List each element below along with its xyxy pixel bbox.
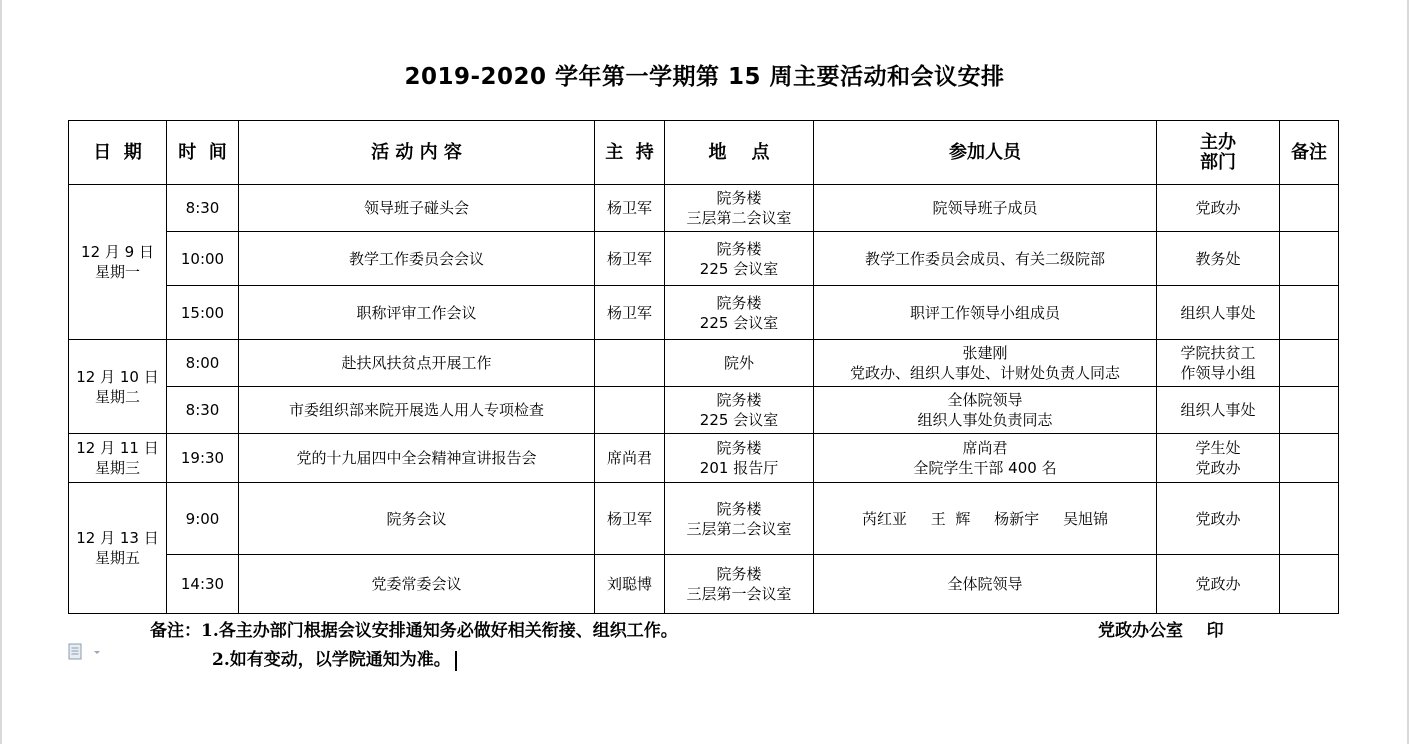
- attendees-line: 席尚君: [962, 439, 1008, 457]
- attendees-cell[interactable]: [814, 232, 1157, 286]
- attendees-line: 芮红亚 王 辉 杨新宇 吴旭锦: [861, 509, 1109, 528]
- dept-line: 学生处: [1195, 439, 1241, 457]
- weekday-label: 星期一: [94, 263, 140, 281]
- dept-line: 党政办: [1195, 199, 1241, 217]
- date-label: 12 月 13 日: [76, 529, 159, 547]
- page-edge-left: [0, 0, 2, 744]
- document-title[interactable]: 2019-2020 学年第一学期第 15 周主要活动和会议安排: [404, 64, 1005, 90]
- dept-line: 作领导小组: [1180, 364, 1256, 382]
- table-row: [69, 434, 1339, 483]
- header-dept[interactable]: [1157, 121, 1280, 185]
- location-line: 三层第二会议室: [686, 519, 792, 538]
- remarks-cell[interactable]: [1280, 340, 1339, 387]
- date-label: 12 月 11 日: [76, 439, 159, 457]
- signature-text[interactable]: 党政办公室 印: [1098, 621, 1224, 641]
- location-line: 三层第一会议室: [686, 585, 792, 603]
- header-location[interactable]: 地 点: [665, 121, 814, 185]
- remarks-cell[interactable]: [1280, 185, 1339, 232]
- remarks-cell[interactable]: [1280, 286, 1339, 340]
- attendees-line: 组织人事处负责同志: [917, 411, 1053, 429]
- dept-cell[interactable]: [1157, 483, 1280, 555]
- header-time[interactable]: 时 间: [167, 121, 239, 185]
- time-cell[interactable]: 15:00: [167, 286, 239, 340]
- content-cell[interactable]: 赴扶风扶贫点开展工作: [239, 340, 595, 387]
- time-cell[interactable]: 8:00: [167, 340, 239, 387]
- table-row: [69, 286, 1339, 340]
- table-row: [69, 483, 1339, 555]
- note-line-1: 备注：1.各主办部门根据会议安排通知务必做好相关衔接、组织工作。: [150, 621, 678, 641]
- clipboard-paste-icon[interactable]: [68, 643, 102, 661]
- attendees-line: 职评工作领导小组成员: [909, 303, 1060, 322]
- attendees-line: 院领导班子成员: [932, 199, 1038, 217]
- date-label: 12 月 9 日: [81, 243, 154, 261]
- host-cell[interactable]: 杨卫军: [595, 232, 665, 286]
- attendees-cell[interactable]: [814, 286, 1157, 340]
- date-cell[interactable]: [69, 340, 167, 434]
- remarks-cell[interactable]: [1280, 387, 1339, 434]
- dept-cell[interactable]: [1157, 340, 1280, 387]
- attendees-line: 全体院领导: [947, 575, 1023, 593]
- content-cell[interactable]: 市委组织部来院开展选人用人专项检查: [239, 387, 595, 434]
- attendees-cell[interactable]: [814, 555, 1157, 614]
- location-line: 院外: [723, 354, 754, 372]
- content-cell[interactable]: 教学工作委员会会议: [239, 232, 595, 286]
- location-cell[interactable]: [665, 387, 814, 434]
- location-line: 225 会议室: [699, 411, 779, 429]
- remarks-cell[interactable]: [1280, 232, 1339, 286]
- dept-line: 教务处: [1195, 249, 1241, 268]
- dept-cell[interactable]: [1157, 286, 1280, 340]
- dept-cell[interactable]: [1157, 555, 1280, 614]
- date-cell[interactable]: [69, 185, 167, 340]
- host-cell[interactable]: 刘聪博: [595, 555, 665, 614]
- host-cell[interactable]: 席尚君: [595, 434, 665, 483]
- header-content[interactable]: 活 动 内 容: [239, 121, 595, 185]
- note-line-2: [150, 646, 678, 675]
- table-row: [69, 185, 1339, 232]
- attendees-cell[interactable]: [814, 387, 1157, 434]
- dept-line: 党政办: [1195, 459, 1241, 477]
- location-line: 三层第二会议室: [686, 209, 792, 227]
- date-cell[interactable]: [69, 483, 167, 614]
- date-cell[interactable]: [69, 434, 167, 483]
- remarks-cell[interactable]: [1280, 434, 1339, 483]
- host-cell[interactable]: [595, 387, 665, 434]
- location-cell[interactable]: [665, 232, 814, 286]
- location-cell[interactable]: [665, 483, 814, 555]
- location-line: 院务楼: [716, 439, 762, 457]
- attendees-cell[interactable]: [814, 185, 1157, 232]
- weekday-label: 星期二: [94, 387, 140, 406]
- location-cell[interactable]: [665, 434, 814, 483]
- content-cell[interactable]: 党的十九届四中全会精神宣讲报告会: [239, 434, 595, 483]
- time-cell[interactable]: 10:00: [167, 232, 239, 286]
- host-cell[interactable]: 杨卫军: [595, 286, 665, 340]
- attendees-cell[interactable]: [814, 434, 1157, 483]
- dept-cell[interactable]: [1157, 387, 1280, 434]
- dept-line: 党政办: [1195, 575, 1241, 593]
- time-cell[interactable]: 8:30: [167, 387, 239, 434]
- dept-line: 党政办: [1195, 509, 1241, 528]
- dept-cell[interactable]: [1157, 434, 1280, 483]
- location-line: 225 会议室: [699, 313, 779, 332]
- attendees-line: 教学工作委员会成员、有关二级院部: [864, 249, 1105, 268]
- attendees-cell[interactable]: [814, 340, 1157, 387]
- location-line: 院务楼: [716, 499, 762, 518]
- location-line: 院务楼: [716, 565, 762, 583]
- remarks-cell[interactable]: [1280, 483, 1339, 555]
- attendees-line: 全院学生干部 400 名: [913, 459, 1057, 477]
- time-cell[interactable]: 8:30: [167, 185, 239, 232]
- header-date[interactable]: 日 期: [69, 121, 167, 185]
- header-dept-line2: 部门: [1200, 151, 1236, 173]
- table-row: [69, 555, 1339, 614]
- time-cell[interactable]: 14:30: [167, 555, 239, 614]
- dept-line: 学院扶贫工: [1180, 344, 1256, 362]
- table-header-row: [69, 121, 1339, 185]
- location-cell[interactable]: [665, 185, 814, 232]
- attendees-cell[interactable]: [814, 483, 1157, 555]
- dept-cell[interactable]: [1157, 185, 1280, 232]
- table-row: [69, 340, 1339, 387]
- weekday-label: 星期五: [94, 549, 140, 567]
- dept-line: 组织人事处: [1180, 303, 1256, 322]
- location-line: 院务楼: [716, 293, 762, 312]
- attendees-line: 张建刚: [962, 344, 1008, 362]
- dept-cell[interactable]: [1157, 232, 1280, 286]
- header-dept-line1: 主办: [1200, 131, 1236, 153]
- attendees-line: 党政办、组织人事处、计财处负责人同志: [849, 364, 1120, 382]
- notes-block[interactable]: [150, 617, 678, 675]
- location-line: 院务楼: [716, 239, 762, 258]
- location-line: 院务楼: [716, 189, 762, 207]
- header-attendees[interactable]: 参加人员: [814, 121, 1157, 185]
- dept-line: 组织人事处: [1180, 401, 1256, 419]
- text-cursor: [455, 651, 457, 671]
- host-cell[interactable]: 杨卫军: [595, 483, 665, 555]
- table-row: [69, 232, 1339, 286]
- table-row: [69, 387, 1339, 434]
- location-line: 225 会议室: [699, 259, 779, 278]
- host-cell[interactable]: [595, 340, 665, 387]
- weekday-label: 星期三: [94, 459, 140, 477]
- location-cell[interactable]: [665, 555, 814, 614]
- remarks-cell[interactable]: [1280, 555, 1339, 614]
- header-remarks[interactable]: 备注: [1280, 121, 1339, 185]
- content-cell[interactable]: 职称评审工作会议: [239, 286, 595, 340]
- date-label: 12 月 10 日: [76, 367, 159, 386]
- location-line: 201 报告厅: [699, 459, 779, 477]
- host-cell[interactable]: 杨卫军: [595, 185, 665, 232]
- content-cell[interactable]: 院务会议: [239, 483, 595, 555]
- note-line-2-text: 2.如有变动，以学院通知为准。: [212, 650, 451, 670]
- content-cell[interactable]: 党委常委会议: [239, 555, 595, 614]
- attendees-line: 全体院领导: [947, 391, 1023, 409]
- location-line: 院务楼: [716, 391, 762, 409]
- schedule-table[interactable]: [68, 120, 1339, 614]
- content-cell[interactable]: 领导班子碰头会: [239, 185, 595, 232]
- location-cell[interactable]: [665, 286, 814, 340]
- time-cell[interactable]: 19:30: [167, 434, 239, 483]
- location-cell[interactable]: [665, 340, 814, 387]
- header-host[interactable]: 主 持: [595, 121, 665, 185]
- time-cell[interactable]: 9:00: [167, 483, 239, 555]
